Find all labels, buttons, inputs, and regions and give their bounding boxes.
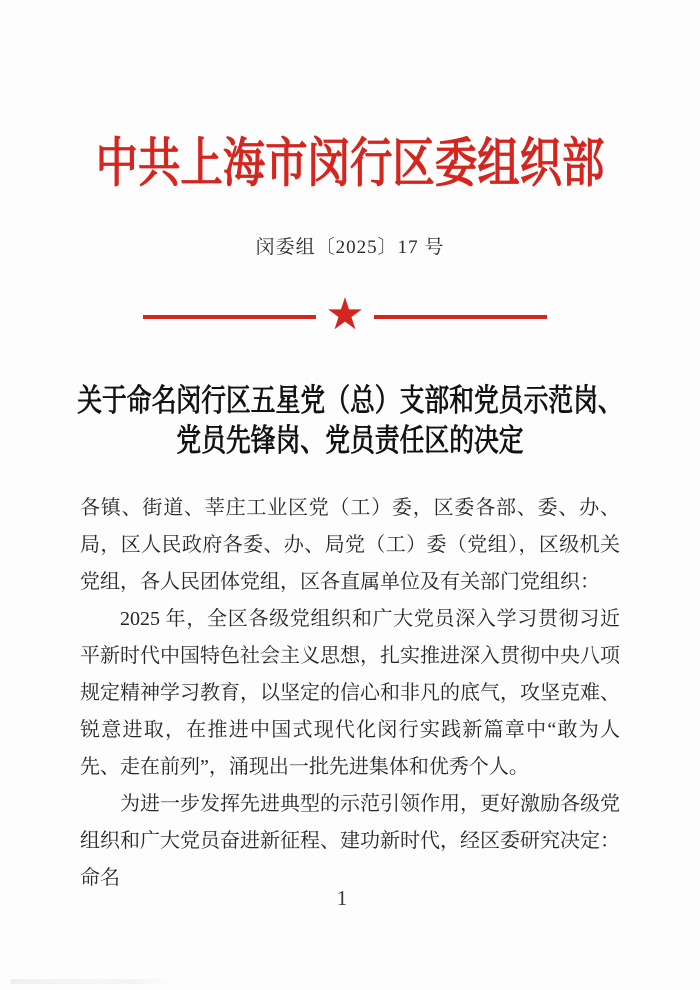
divider-line-right: [374, 315, 547, 319]
body-paragraph-2: 为进一步发挥先进典型的示范引领作用，更好激励各级党组织和广大党员奋进新征程、建功新时代，经区委研究决定：命名: [80, 793, 620, 889]
document-title: [70, 381, 630, 461]
scan-artifact: [10, 979, 172, 984]
document-number: 闵委组〔2025〕17 号: [255, 237, 445, 258]
document-body: [80, 490, 620, 897]
body-paragraph-1: 2025 年，全区各级党组织和广大党员深入学习贯彻习近平新时代中国特色社会主义思想，扎实推进深入贯彻中央八项规定精神学习教育，以坚定的信心和非凡的底气，攻坚克难、锐意进取，在推进中国式现代化闵行实践新篇章中“敢为人先、走在前列”，涌现出一批先进集体和优秀个人。: [80, 608, 620, 778]
divider-line-left: [143, 315, 316, 319]
letterhead-title: 中共上海市闵行区委组织部: [95, 135, 605, 193]
page-number: 1: [336, 886, 348, 910]
document-title-line1: 关于命名闵行区五星党（总）支部和党员示范岗、: [77, 383, 623, 418]
document-title-line2: 党员先锋岗、党员责任区的决定: [176, 423, 524, 458]
star-icon: ★: [325, 290, 365, 339]
body-paragraph-addressees: 各镇、街道、莘庄工业区党（工）委，区委各部、委、办、局，区人民政府各委、办、局党（工）委（党组），区级机关党组，各人民团体党组，区各直属单位及有关部门党组织：: [80, 497, 620, 593]
red-divider: [143, 290, 547, 339]
